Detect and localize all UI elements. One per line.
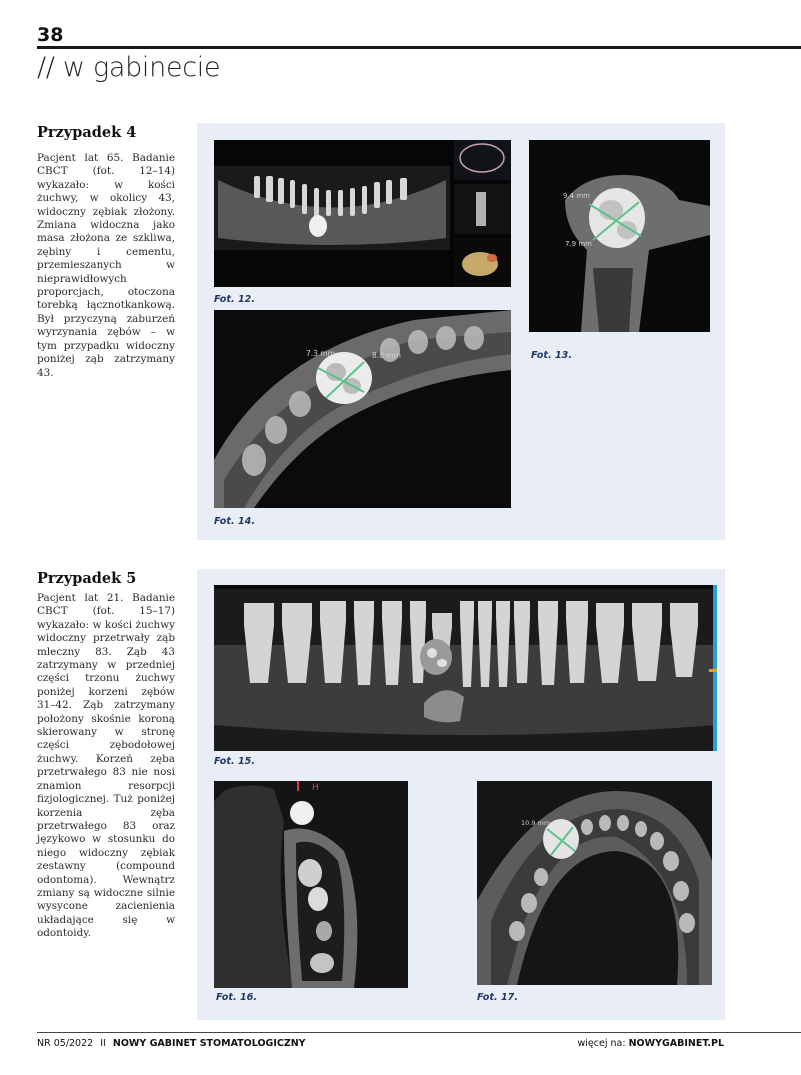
case5-title: Przypadek 5: [37, 570, 137, 587]
fot16-image: [214, 781, 408, 988]
header-rule: [37, 46, 801, 49]
fot15-caption: Fot. 15.: [214, 756, 255, 767]
fot16-marker: H: [312, 783, 319, 793]
fot13-measure-b: 7.9 mm: [565, 240, 592, 248]
fot14-measure-a: 7.3 mm: [306, 349, 335, 358]
fot13-measure-a: 9.4 mm: [563, 192, 590, 200]
footer-more-label: więcej na:: [577, 1038, 626, 1049]
fot17-caption: Fot. 17.: [477, 992, 518, 1003]
case5-text: Pacjent lat 21. Badanie CBCT (fot. 15–17) wykazało: w kości żuchwy widoczny przetrwały ząb mleczny 83. Ząb 43 zatrzymany w przedniej części trzonu żuchwy poniżej korzeni zębów 31–42. Ząb zatrzymany położony skośnie koroną skierowany w stronę części zębodołowej żuchwy. Korzeń zęba przetrwałego 83 nie nosi znamion resorpcji fizjologicznej. Tuż poniżej korzenia zęba przetrwałego 83 oraz językowo w stosunku do niego widoczny zębiak zestawny (compound odontoma). Wewnątrz zmiany są widoczne silnie wysycone zacienienia układające się w odontoidy.: [37, 592, 175, 940]
fot13-caption: Fot. 13.: [531, 350, 572, 361]
fot12-caption: Fot. 12.: [214, 294, 255, 305]
page-number: 38: [37, 24, 64, 46]
footer-issue: NR 05/2022: [37, 1038, 94, 1049]
fot12-image: [214, 140, 511, 287]
footer-separator: II: [100, 1038, 106, 1049]
case4-title: Przypadek 4: [37, 124, 137, 141]
fot17-image: [477, 781, 712, 985]
section-title: // w gabinecie: [37, 52, 221, 83]
footer-site-line: [578, 1038, 724, 1049]
fot13-image: [529, 140, 710, 332]
footer-rule: [37, 1032, 801, 1033]
footer-journal: NOWY GABINET STOMATOLOGICZNY: [112, 1038, 306, 1049]
footer-site-link[interactable]: NOWYGABINET.PL: [628, 1038, 724, 1049]
fot14-measure-b: 8.0 mm: [372, 351, 401, 360]
fot14-image: [214, 310, 511, 508]
case4-text: Pacjent lat 65. Badanie CBCT (fot. 12–14) wykazało: w kości żuchwy, w okolicy 43, widoczny zębiak złożony. Zmiana widoczna jako masa złożona ze szkliwa, zębiny i cementu, przemieszanych w nieprawidłowych proporcjach, otoczona torebką łącznotkankową. Był przyczyną zaburzeń wyrzynania zębów – w tym przypadku widoczny poniżej ząb zatrzymany 43.: [37, 152, 175, 379]
fot16-caption: Fot. 16.: [216, 992, 257, 1003]
fot17-measure-a: 10.9 mm: [521, 819, 551, 827]
fot15-image: [214, 585, 717, 751]
footer-issue-line: [37, 1038, 306, 1049]
fot14-caption: Fot. 14.: [214, 516, 255, 527]
